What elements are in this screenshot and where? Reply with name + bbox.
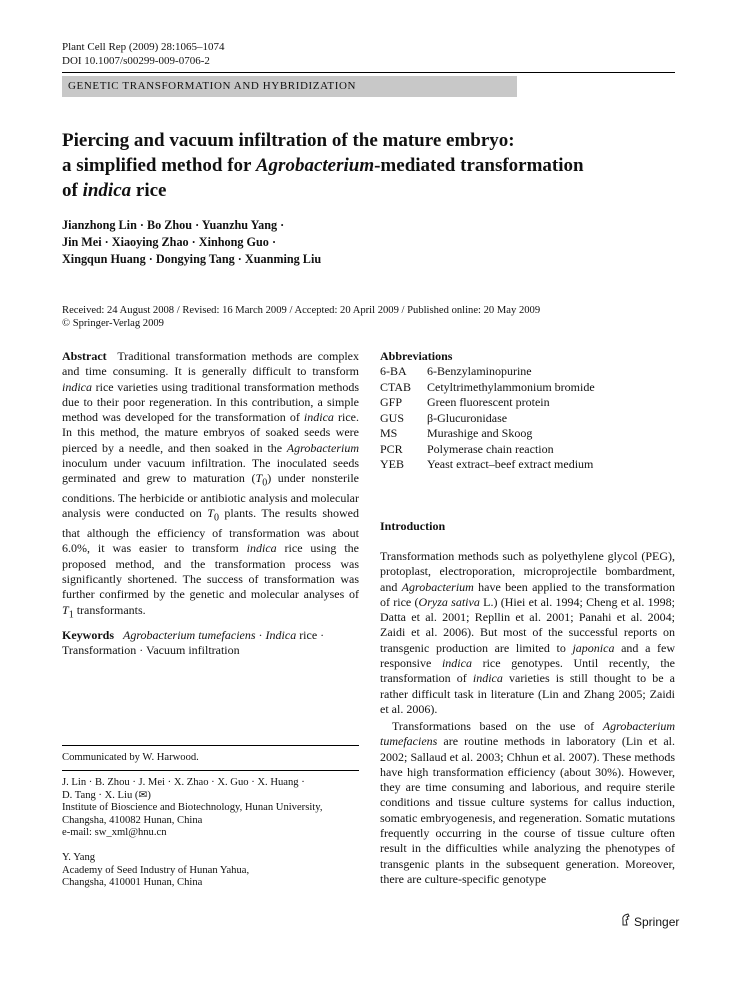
section-band-label: GENETIC TRANSFORMATION AND HYBRIDIZATION [68, 80, 357, 92]
keyword-3: Transformation · Vacuum infiltration [62, 643, 240, 658]
introduction-paragraph-2: Transformations based on the use of Agrobacterium tumefaciens are routine methods in laboratory (Lin et al. 2002; Sallaud et al. 2003; Chhun et al. 2007). These methods have high transformation efficiency (about 30%). However, they are time consuming and laborious, and require sterile conditions and tissue culture systems for callus induction, somatic embryogenesis, and regeneration. Somatic mutations frequently occurring in the course of tissue culture often result in the difficulties while analyzing the phenotypes of transgenic plants in the subsequent generation. Moreover, there are culture-specific genotype [380, 719, 675, 886]
abbreviation-row: PCR Polymerase chain reaction [380, 441, 554, 456]
title-line-2: a simplified method for Agrobacterium-mediated transformation [62, 155, 584, 176]
publisher-name: Springer [634, 915, 680, 929]
springer-horse-icon [620, 913, 632, 929]
authors-line-3: Xingqun Huang · Dongying Tang · Xuanming Liu [62, 252, 322, 266]
abbreviation-row: GUS β-Glucuronidase [380, 410, 508, 425]
copyright: © Springer-Verlag 2009 [62, 318, 164, 329]
history-dates: Received: 24 August 2008 / Revised: 16 March 2009 / Accepted: 20 April 2009 / Published online: 20 May 2009 [62, 305, 541, 316]
introduction-paragraph-1: Transformation methods such as polyethylene glycol (PEG), protoplast, electroporation, microprojectile bombardment, and Agrobacterium have been applied to the transformation of rice (Oryza sativa L.) (Hiei et al. 1994; Cheng et al. 1998; Datta et al. 2001; Repllin et al. 2001; Panahi et al. 2004; Zaidi et al. 2006). But most of the successful reports on transgenic production are limited to japonica and a few responsive indica rice genotypes. Until recently, the transformation of indica varieties is still thought to be a rather difficult task in literature (Lin and Zhang 2005; Zaidi et al. 2006). [380, 549, 676, 716]
communicated-by: Communicated by W. Harwood. [62, 752, 199, 763]
title-line-3: of indica rice [62, 180, 167, 201]
article-dates [62, 304, 682, 330]
introduction-heading: Introduction [380, 519, 446, 533]
email-link[interactable]: e-mail: sw_xml@hnu.cn [62, 827, 167, 838]
publisher-footer [620, 913, 679, 929]
abbreviation-row: 6-BA 6-Benzylaminopurine [380, 364, 532, 378]
article-title [62, 128, 682, 203]
journal-header [62, 40, 225, 68]
footnote-rule [62, 745, 359, 746]
abbreviation-row: YEB Yeast extract–beef extract medium [380, 457, 594, 471]
abstract: Abstract Traditional transformation methods are complex and time consuming. It is generally difficult to transform indica rice varieties using traditional transformation methods due to their poor regeneration. In this contribution, a simple method was developed for the transformation of indica rice. In this method, the mature embryos of soaked seeds were pierced by a needle, and then soaked in the Agrobacterium inoculum under vacuum infiltration. The inoculated seeds germinated and grew to maturation $(T_0)$ under nonsterile conditions. The herbicide or antibiotic analysis and molecular analysis were conducted on $T_0$ plants. The results showed that although the efficiency of transformation was about 6.0%, it was easier to transform indica rice using the proposed method, and the transformation process was significantly shortened. The success of transformation was further confirmed by the genetic and molecular analyses of $T_1$ transformants. [62, 349, 360, 620]
keywords: Keywords Agrobacterium tumefaciens · Indica rice · Transformation · Vacuum infiltration [62, 628, 325, 658]
authors-line-1: Jianzhong Lin · Bo Zhou · Yuanzhu Yang · [62, 218, 285, 232]
header-rule [62, 72, 675, 73]
abbreviations-heading: Abbreviations [380, 349, 453, 363]
affiliation-1: J. Lin · B. Zhou · J. Mei · X. Zhao · X. Guo · X. Huang · D. Tang · X. Liu (✉) Institute of Bioscience and Biotechnology, Hunan University, Changsha, 410082 Hunan, China e-mail: sw_xml@hnu.cn [62, 777, 359, 840]
keyword-1: Agrobacterium tumefaciens [123, 628, 256, 642]
abbreviations-table [380, 364, 595, 473]
title-line-1: Piercing and vacuum infiltration of the mature embryo: [62, 130, 515, 151]
footnote-rule-2 [62, 770, 359, 771]
section-band [62, 76, 517, 97]
abbreviation-row: MS Murashige and Skoog [380, 426, 533, 440]
affiliation-2: Y. Yang Academy of Seed Industry of Hunan Yahua, Changsha, 410001 Hunan, China [62, 852, 250, 888]
keywords-label: Keywords [62, 628, 114, 642]
abbreviation-row: CTAB Cetyltrimethylammonium bromide [380, 379, 595, 394]
doi[interactable]: DOI 10.1007/s00299-009-0706-2 [62, 55, 210, 67]
author-list [62, 217, 562, 268]
keyword-2: Indica [265, 628, 297, 642]
abbreviation-row: GFP Green fluorescent protein [380, 395, 550, 409]
authors-line-2: Jin Mei · Xiaoying Zhao · Xinhong Guo · [62, 235, 277, 249]
journal-citation: Plant Cell Rep (2009) 28:1065–1074 [62, 41, 225, 53]
abstract-label: Abstract [62, 349, 107, 363]
